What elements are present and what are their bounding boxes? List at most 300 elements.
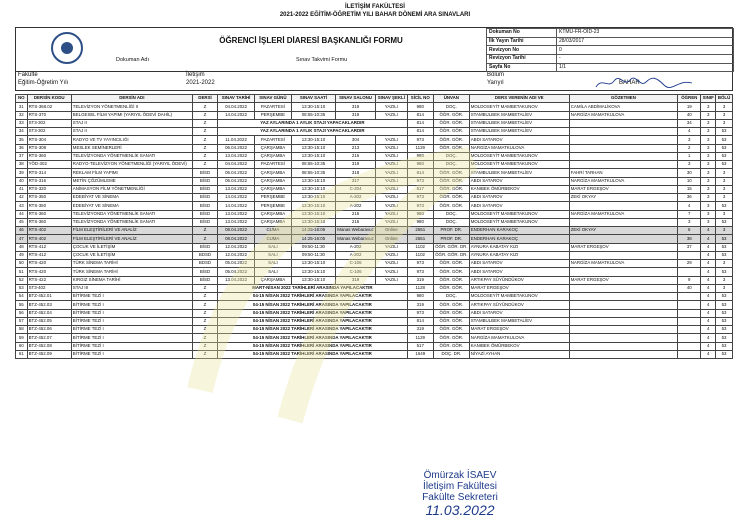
cell-unvan: ÖĞR. GÖR. bbox=[433, 334, 469, 342]
cell-no: 38 bbox=[16, 161, 28, 169]
table-row bbox=[16, 169, 733, 177]
doc-name-value: Sınav Takvimi Formu bbox=[296, 57, 348, 63]
cell-sinif: 3 bbox=[701, 169, 716, 177]
cell-ogr: 4 bbox=[678, 128, 701, 136]
cell-ad: RADYO-TELEVİZYON YÖNETMENLİĞİ (YARIYIL ÖDEVİ) bbox=[71, 161, 192, 169]
cell-gozetmen bbox=[569, 152, 677, 160]
cell-bolum: 3 bbox=[716, 111, 733, 119]
cell-gozetmen bbox=[569, 235, 677, 243]
cell-no: 56 bbox=[16, 309, 28, 317]
cell-ad: BİTİRME TEZİ I bbox=[71, 317, 192, 325]
cell-bolum: 53 bbox=[716, 251, 733, 259]
cell-unvan: DOÇ. DR. bbox=[433, 350, 469, 358]
cell-gun: PAZARTESİ bbox=[254, 161, 291, 169]
table-row bbox=[16, 128, 733, 136]
cell-salon: 319 bbox=[336, 103, 376, 111]
cell-ad: FİLM ELEŞTİRİLERİ VE ANALİZ bbox=[71, 227, 192, 235]
cell-no: 53 bbox=[16, 284, 28, 292]
cell-ad: TELEVİZYONDA YÖNETMENLİK SANATI bbox=[71, 218, 192, 226]
form-header bbox=[15, 27, 733, 72]
table-row bbox=[16, 334, 733, 342]
cell-bolum: 3 bbox=[716, 284, 733, 292]
cell-sinif: 4 bbox=[701, 284, 716, 292]
cell-ad: ÇOCUK VE İLETİŞİM bbox=[71, 243, 192, 251]
cell-gozetmen bbox=[569, 342, 677, 350]
cell-no: 39 bbox=[16, 169, 28, 177]
cell-kod: RTS-370 bbox=[27, 111, 71, 119]
cell-ogr bbox=[678, 309, 701, 317]
cell-kod: RTS-314 bbox=[27, 169, 71, 177]
column-header: SINAV TARİHİ bbox=[218, 95, 255, 103]
cell-tarih: 13.04.2022 bbox=[218, 152, 255, 160]
cell-saat: 13:30-15:10 bbox=[291, 136, 335, 144]
cell-salon: 216 bbox=[336, 210, 376, 218]
table-row bbox=[16, 152, 733, 160]
table-row bbox=[16, 144, 733, 152]
form-title: ÖĞRENCİ İŞLERİ DİARESİ BAŞKANLIĞI FORMU bbox=[219, 36, 403, 45]
cell-gun: ÇARŞAMBA bbox=[254, 276, 291, 284]
cell-unvan: ÖĞR. GÖR. bbox=[433, 119, 469, 127]
stamp-faculty: İletişim Fakültesi bbox=[423, 481, 497, 492]
cell-gozetmen: ZEKİ OKYAY bbox=[569, 194, 677, 202]
cell-no: 34 bbox=[16, 128, 28, 136]
cell-sicil: 814 bbox=[407, 317, 433, 325]
cell-tur: Z bbox=[192, 334, 217, 342]
cell-bolum: 3 bbox=[716, 169, 733, 177]
cell-sekil: YAZILI bbox=[376, 268, 408, 276]
cell-hoca: MOLDOSEYİT MAMBETAKUNOV bbox=[469, 218, 569, 226]
table-row bbox=[16, 136, 733, 144]
cell-unvan: ÖĞR. GÖR. bbox=[433, 301, 469, 309]
cell-unvan: ÖĞR. GÖR. bbox=[433, 342, 469, 350]
cell-hoca: KANIBEK ÖMÜRBEKOV bbox=[469, 342, 569, 350]
cell-gun: ÇARŞAMBA bbox=[254, 218, 291, 226]
cell-sinif: 4 bbox=[701, 227, 716, 235]
cell-sinif: 4 bbox=[701, 334, 716, 342]
cell-bolum: 53 bbox=[716, 342, 733, 350]
cell-unvan: ÖĞR. GÖR. bbox=[433, 317, 469, 325]
cell-gozetmen bbox=[569, 128, 677, 136]
cell-unvan: PROF. DR. bbox=[433, 235, 469, 243]
cell-hoca: NİYAZİ AYHAN bbox=[469, 350, 569, 358]
cell-salon: 319 bbox=[336, 276, 376, 284]
cell-sicil: 814 bbox=[407, 119, 433, 127]
cell-saat: 14:25-16:05 bbox=[291, 227, 335, 235]
cell-no: 55 bbox=[16, 301, 28, 309]
cell-gozetmen: MARAT ERGEŞOV bbox=[569, 185, 677, 193]
cell-ad: RADYO VE TV YAYINCILIĞI bbox=[71, 136, 192, 144]
schedule-note: 04-15 NİSAN 2022 TARİHLERİ ARASINDA YAPILACAKTIR bbox=[218, 301, 407, 309]
cell-tur: Z bbox=[192, 161, 217, 169]
cell-ogr: 1 bbox=[678, 152, 701, 160]
cell-hoca: MOLDOSEYİT MAMBETAKUNOV bbox=[469, 152, 569, 160]
cell-sicil: 973 bbox=[407, 202, 433, 210]
meta-row bbox=[487, 46, 734, 55]
semester-label: Yarıyıl bbox=[487, 80, 504, 86]
cell-sekil: YAZILI bbox=[376, 161, 408, 169]
schedule-note: 04-15 NİSAN 2022 TARİHLERİ ARASINDA YAPILACAKTIR bbox=[218, 350, 407, 358]
cell-sinif: 3 bbox=[701, 111, 716, 119]
cell-sekil: YAZILI bbox=[376, 243, 408, 251]
cell-sekil: YAZILI bbox=[376, 144, 408, 152]
cell-saat: 13:30-15:10 bbox=[291, 144, 335, 152]
column-header: NO bbox=[16, 95, 28, 103]
cell-saat: 13:30-15:10 bbox=[291, 202, 335, 210]
cell-gozetmen: CAMİLA ABDİMALİKOVA bbox=[569, 103, 677, 111]
cell-no: 51 bbox=[16, 268, 28, 276]
cell-no: 43 bbox=[16, 202, 28, 210]
cell-ogr: 30 bbox=[678, 169, 701, 177]
cell-saat: 08:55-10:35 bbox=[291, 161, 335, 169]
column-header: DERSİ bbox=[192, 95, 217, 103]
cell-gozetmen bbox=[569, 136, 677, 144]
cell-tur: Z bbox=[192, 119, 217, 127]
cell-sekil: YAZILI bbox=[376, 202, 408, 210]
cell-sicil: 980 bbox=[407, 161, 433, 169]
cell-kod: RTS-420 bbox=[27, 260, 71, 268]
cell-kod: BTZ-452.06 bbox=[27, 326, 71, 334]
cell-sicil: 814 bbox=[407, 169, 433, 177]
cell-tarih: 04.04.2022 bbox=[218, 161, 255, 169]
cell-gozetmen bbox=[569, 326, 677, 334]
cell-no: 31 bbox=[16, 103, 28, 111]
cell-saat: 13:30-15:10 bbox=[291, 152, 335, 160]
cell-tur: BİSD bbox=[192, 276, 217, 284]
cell-tur: Z bbox=[192, 152, 217, 160]
cell-tur: Z bbox=[192, 293, 217, 301]
cell-ogr bbox=[678, 342, 701, 350]
cell-unvan: DOÇ. bbox=[433, 293, 469, 301]
cell-tarih: 13.04.2022 bbox=[218, 185, 255, 193]
cell-kod: RTS-368.02 bbox=[27, 103, 71, 111]
cell-hoca: ARTIKPAY SÜYÜNDÜKOV bbox=[469, 276, 569, 284]
cell-ad: BİTİRME TEZİ I bbox=[71, 293, 192, 301]
cell-gun: SALI bbox=[254, 260, 291, 268]
cell-hoca: MARAT ERGEŞOV bbox=[469, 284, 569, 292]
term-heading: 2021-2022 EĞİTİM-ÖĞRETİM YILI BAHAR DÖNEMİ ARA SINAVLARI bbox=[279, 12, 471, 18]
department-label: Bölüm bbox=[487, 72, 505, 78]
column-header: SINAV GÜNÜ bbox=[254, 95, 291, 103]
cell-hoca: MOLDOSEYİT MAMBETAKUNOV bbox=[469, 161, 569, 169]
cell-gun: ÇARŞAMBA bbox=[254, 210, 291, 218]
cell-sekil: YAZILI bbox=[376, 169, 408, 177]
column-header: ÖĞREN bbox=[678, 95, 701, 103]
cell-gun: PAZARTESİ bbox=[254, 103, 291, 111]
cell-salon: A-202 bbox=[336, 243, 376, 251]
cell-sinif: 3 bbox=[701, 177, 716, 185]
cell-kod: RTS-412 bbox=[27, 251, 71, 259]
cell-ogr bbox=[678, 301, 701, 309]
cell-bolum: 3 bbox=[716, 210, 733, 218]
cell-saat: 13:30-15:10 bbox=[291, 268, 335, 276]
cell-gozetmen bbox=[569, 293, 677, 301]
cell-sicil: 814 bbox=[407, 128, 433, 136]
cell-tur: BDSD bbox=[192, 260, 217, 268]
cell-gozetmen bbox=[569, 202, 677, 210]
cell-no: 33 bbox=[16, 119, 28, 127]
cell-salon: 213 bbox=[336, 144, 376, 152]
cell-gun: SALI bbox=[254, 268, 291, 276]
cell-tur: Z bbox=[192, 309, 217, 317]
cell-bolum: 3 bbox=[716, 103, 733, 111]
cell-gozetmen bbox=[569, 218, 677, 226]
cell-bolum: 53 bbox=[716, 268, 733, 276]
meta-key: Sayfa No bbox=[487, 63, 557, 72]
table-row bbox=[16, 111, 733, 119]
doc-meta-table bbox=[486, 28, 734, 72]
cell-tarih: 04.04.2022 bbox=[218, 103, 255, 111]
cell-tur: Z bbox=[192, 235, 217, 243]
cell-sekil: YAZILI bbox=[376, 218, 408, 226]
cell-unvan: ÖĞR. GÖR. bbox=[433, 276, 469, 284]
cell-sicil: 2551 bbox=[407, 235, 433, 243]
cell-sekil: YAZILI bbox=[376, 103, 408, 111]
cell-kod: RTS-320 bbox=[27, 185, 71, 193]
cell-kod: BTZ-452.04 bbox=[27, 309, 71, 317]
cell-tarih: 14.04.2022 bbox=[218, 194, 255, 202]
cell-ogr: 40 bbox=[678, 111, 701, 119]
cell-no: 47 bbox=[16, 235, 28, 243]
cell-sekil: YAZILI bbox=[376, 111, 408, 119]
schedule-note: 04-15 NİSAN 2022 TARİHLERİ ARASINDA YAPILACAKTIR bbox=[218, 326, 407, 334]
cell-bolum: 53 bbox=[716, 293, 733, 301]
cell-ad: BİTİRME TEZİ I bbox=[71, 350, 192, 358]
cell-gun: PERŞEMBE bbox=[254, 194, 291, 202]
cell-unvan: ÖĞR. GÖR. bbox=[433, 185, 469, 193]
cell-gun: PERŞEMBE bbox=[254, 111, 291, 119]
cell-kod: RTS-412 bbox=[27, 243, 71, 251]
cell-sekil: Online bbox=[376, 227, 408, 235]
cell-unvan: ÖĞR. GÖR. bbox=[433, 144, 469, 152]
cell-saat: 08:55-10:35 bbox=[291, 169, 335, 177]
cell-bolum: 53 bbox=[716, 218, 733, 226]
cell-hoca: ABDI SATAROV bbox=[469, 309, 569, 317]
cell-hoca: STAMBULBEK MAMBETALİEV bbox=[469, 111, 569, 119]
cell-unvan: ÖĞR. GÖR. bbox=[433, 284, 469, 292]
cell-sicil: 980 bbox=[407, 152, 433, 160]
cell-kod: YÖD-302 bbox=[27, 161, 71, 169]
cell-no: 48 bbox=[16, 243, 28, 251]
cell-sinif: 3 bbox=[701, 136, 716, 144]
cell-sicil: 973 bbox=[407, 177, 433, 185]
schedule-note: 04-15 NİSAN 2022 TARİHLERİ ARASINDA YAPILACAKTIR bbox=[218, 309, 407, 317]
cell-sinif: 3 bbox=[701, 185, 716, 193]
cell-tarih: 05.04.2022 bbox=[218, 268, 255, 276]
cell-sicil: 973 bbox=[407, 309, 433, 317]
cell-hoca: KANIBEK ÖMÜRBEKOV bbox=[469, 185, 569, 193]
cell-tur: BİSD bbox=[192, 194, 217, 202]
column-header: DERSİN ADI bbox=[71, 95, 192, 103]
cell-bolum: 53 bbox=[716, 202, 733, 210]
cell-ad: BELGESEL FİLM YAPIMI (YARIYIL ÖDEVİ DAHİL) bbox=[71, 111, 192, 119]
cell-tarih: 14.04.2022 bbox=[218, 202, 255, 210]
cell-unvan: DOÇ. bbox=[433, 218, 469, 226]
cell-tarih: 06.04.2022 bbox=[218, 177, 255, 185]
cell-gozetmen bbox=[569, 301, 677, 309]
table-row bbox=[16, 326, 733, 334]
schedule-note: YAZ AYLARINDA 1 AYLIK STAJI YAPACAKLARDIR bbox=[218, 119, 407, 127]
cell-bolum: 3 bbox=[716, 276, 733, 284]
cell-salon: 216 bbox=[336, 218, 376, 226]
cell-gozetmen: NARGİZA MAMATKULOVA bbox=[569, 210, 677, 218]
cell-kod: RTS-308 bbox=[27, 144, 71, 152]
cell-hoca: ABDI SATAROV bbox=[469, 268, 569, 276]
cell-tur: BİSD bbox=[192, 210, 217, 218]
cell-sicil: 980 bbox=[407, 210, 433, 218]
cell-gozetmen bbox=[569, 334, 677, 342]
cell-sicil: 814 bbox=[407, 111, 433, 119]
cell-bolum: 53 bbox=[716, 235, 733, 243]
cell-bolum: 53 bbox=[716, 350, 733, 358]
cell-kod: BTZ-452.05 bbox=[27, 317, 71, 325]
faculty-secretary-stamp bbox=[390, 470, 530, 525]
cell-saat: 13:30-15:10 bbox=[291, 177, 335, 185]
meta-value: 28/03/2017 bbox=[557, 37, 734, 46]
cell-tarih: 08.04.2022 bbox=[218, 227, 255, 235]
cell-hoca: STAMBULBEK MAMBETALİEV bbox=[469, 128, 569, 136]
cell-salon: 319 bbox=[336, 111, 376, 119]
cell-ad: STAJ III bbox=[71, 284, 192, 292]
cell-bolum: 53 bbox=[716, 317, 733, 325]
cell-kod: BTZ-452.07 bbox=[27, 334, 71, 342]
cell-unvan: ÖĞR. GÖR. bbox=[433, 260, 469, 268]
table-row bbox=[16, 293, 733, 301]
cell-sinif: 4 bbox=[701, 276, 716, 284]
cell-sinif: 3 bbox=[701, 202, 716, 210]
cell-hoca: ENDERHAN KARAKOÇ bbox=[469, 227, 569, 235]
cell-tarih: 11.04.2022 bbox=[218, 136, 255, 144]
table-row bbox=[16, 301, 733, 309]
cell-no: 46 bbox=[16, 227, 28, 235]
cell-saat: 13:30-15:10 bbox=[291, 103, 335, 111]
cell-no: 54 bbox=[16, 293, 28, 301]
cell-tarih: 06.04.2022 bbox=[218, 144, 255, 152]
cell-gun: ÇARŞAMBA bbox=[254, 169, 291, 177]
cell-no: 61 bbox=[16, 350, 28, 358]
cell-kod: RTS-304 bbox=[27, 136, 71, 144]
cell-hoca: NARGİZA MAMATKULOVA bbox=[469, 144, 569, 152]
cell-ogr: 36 bbox=[678, 194, 701, 202]
faculty-value: İletişim bbox=[186, 72, 205, 78]
handwritten-department-signature bbox=[594, 75, 694, 91]
cell-unvan: ÖĞR. GÖR. bbox=[433, 194, 469, 202]
table-row bbox=[16, 218, 733, 226]
cell-ogr: 34 bbox=[678, 119, 701, 127]
cell-ogr: 40 bbox=[678, 284, 701, 292]
cell-sicil: 1129 bbox=[407, 144, 433, 152]
column-header: GÖZETMEN bbox=[569, 95, 677, 103]
cell-unvan: ÖĞR. GÖR. bbox=[433, 128, 469, 136]
cell-no: 52 bbox=[16, 276, 28, 284]
cell-sicil: 973 bbox=[407, 194, 433, 202]
cell-salon: A-202 bbox=[336, 194, 376, 202]
cell-ad: TELEVİZYONDA YÖNETMENLİK SANATI bbox=[71, 152, 192, 160]
cell-kod: BTZ-452.03 bbox=[27, 301, 71, 309]
cell-hoca: STAMBULBEK MAMBETALİEV bbox=[469, 317, 569, 325]
cell-sinif: 3 bbox=[701, 119, 716, 127]
cell-ad: STAJ II bbox=[71, 128, 192, 136]
cell-tur: BİSD bbox=[192, 268, 217, 276]
cell-tur: Z bbox=[192, 301, 217, 309]
cell-salon: 319 bbox=[336, 161, 376, 169]
cell-salon: C-106 bbox=[336, 268, 376, 276]
cell-kod: RTS-402 bbox=[27, 227, 71, 235]
meta-key: Dokuman No bbox=[487, 29, 557, 38]
cell-ogr bbox=[678, 293, 701, 301]
cell-no: 58 bbox=[16, 326, 28, 334]
cell-salon: 317 bbox=[336, 177, 376, 185]
cell-bolum: 3 bbox=[716, 227, 733, 235]
cell-hoca: STAMBULBEK MAMBETALİEV bbox=[469, 119, 569, 127]
cell-unvan: ÖĞR. GÖR. bbox=[433, 326, 469, 334]
cell-tarih: 13.04.2022 bbox=[218, 276, 255, 284]
cell-ad: TELEVİZYON YÖNETMENLİĞİ II bbox=[71, 103, 192, 111]
cell-sicil: 980 bbox=[407, 103, 433, 111]
cell-salon: C-106 bbox=[336, 260, 376, 268]
cell-hoca: ENDERHAN KARAKOÇ bbox=[469, 235, 569, 243]
cell-sicil: 1129 bbox=[407, 334, 433, 342]
column-header: SINAV SALONU bbox=[336, 95, 376, 103]
cell-ogr bbox=[678, 251, 701, 259]
table-row bbox=[16, 276, 733, 284]
cell-kod: BTZ-452.08 bbox=[27, 342, 71, 350]
cell-no: 35 bbox=[16, 136, 28, 144]
cell-kod: RTS-316 bbox=[27, 177, 71, 185]
cell-unvan: DOÇ. bbox=[433, 152, 469, 160]
cell-hoca: AYNURA KABATAY KIZI bbox=[469, 243, 569, 251]
cell-salon: Manas Webaravuz bbox=[336, 227, 376, 235]
cell-salon: A-202 bbox=[336, 202, 376, 210]
cell-tur: Z bbox=[192, 350, 217, 358]
cell-tarih: 06.04.2022 bbox=[218, 169, 255, 177]
cell-ogr: 3 bbox=[678, 218, 701, 226]
table-row bbox=[16, 161, 733, 169]
cell-gozetmen: ZEKİ OKYAY bbox=[569, 227, 677, 235]
cell-kod: RTS-360 bbox=[27, 210, 71, 218]
cell-bolum: 3 bbox=[716, 119, 733, 127]
cell-ogr: 10 bbox=[678, 177, 701, 185]
cell-gozetmen bbox=[569, 350, 677, 358]
cell-ad: TÜRK SİNEMA TARİHİ bbox=[71, 260, 192, 268]
cell-tarih: 13.04.2022 bbox=[218, 218, 255, 226]
table-row bbox=[16, 350, 733, 358]
cell-kod: RTS-422 bbox=[27, 276, 71, 284]
cell-ad: TELEVİZYONDA YÖNETMENLİK SANATI bbox=[71, 210, 192, 218]
cell-no: 59 bbox=[16, 334, 28, 342]
cell-sicil: 973 bbox=[407, 268, 433, 276]
cell-tarih: 12.04.2022 bbox=[218, 251, 255, 259]
cell-tarih: 12.04.2022 bbox=[218, 243, 255, 251]
cell-saat: 13:30-15:10 bbox=[291, 276, 335, 284]
cell-saat: 13:30-15:10 bbox=[291, 218, 335, 226]
cell-sinif: 4 bbox=[701, 301, 716, 309]
cell-ogr: 38 bbox=[678, 235, 701, 243]
cell-gozetmen bbox=[569, 119, 677, 127]
table-row bbox=[16, 243, 733, 251]
cell-ogr bbox=[678, 326, 701, 334]
table-row bbox=[16, 103, 733, 111]
cell-sekil: YAZILI bbox=[376, 185, 408, 193]
cell-unvan: PROF. DR. bbox=[433, 227, 469, 235]
cell-kod: ST3-402 bbox=[27, 284, 71, 292]
column-header: ÜNVAN bbox=[433, 95, 469, 103]
cell-bolum: 53 bbox=[716, 309, 733, 317]
cell-gun: PERŞEMBE bbox=[254, 202, 291, 210]
schedule-note: YAZ AYLARINDA 1 AYLIK STAJI YAPACAKLARDIR bbox=[218, 128, 407, 136]
table-row bbox=[16, 342, 733, 350]
cell-ogr: 3 bbox=[678, 161, 701, 169]
cell-bolum: 3 bbox=[716, 177, 733, 185]
